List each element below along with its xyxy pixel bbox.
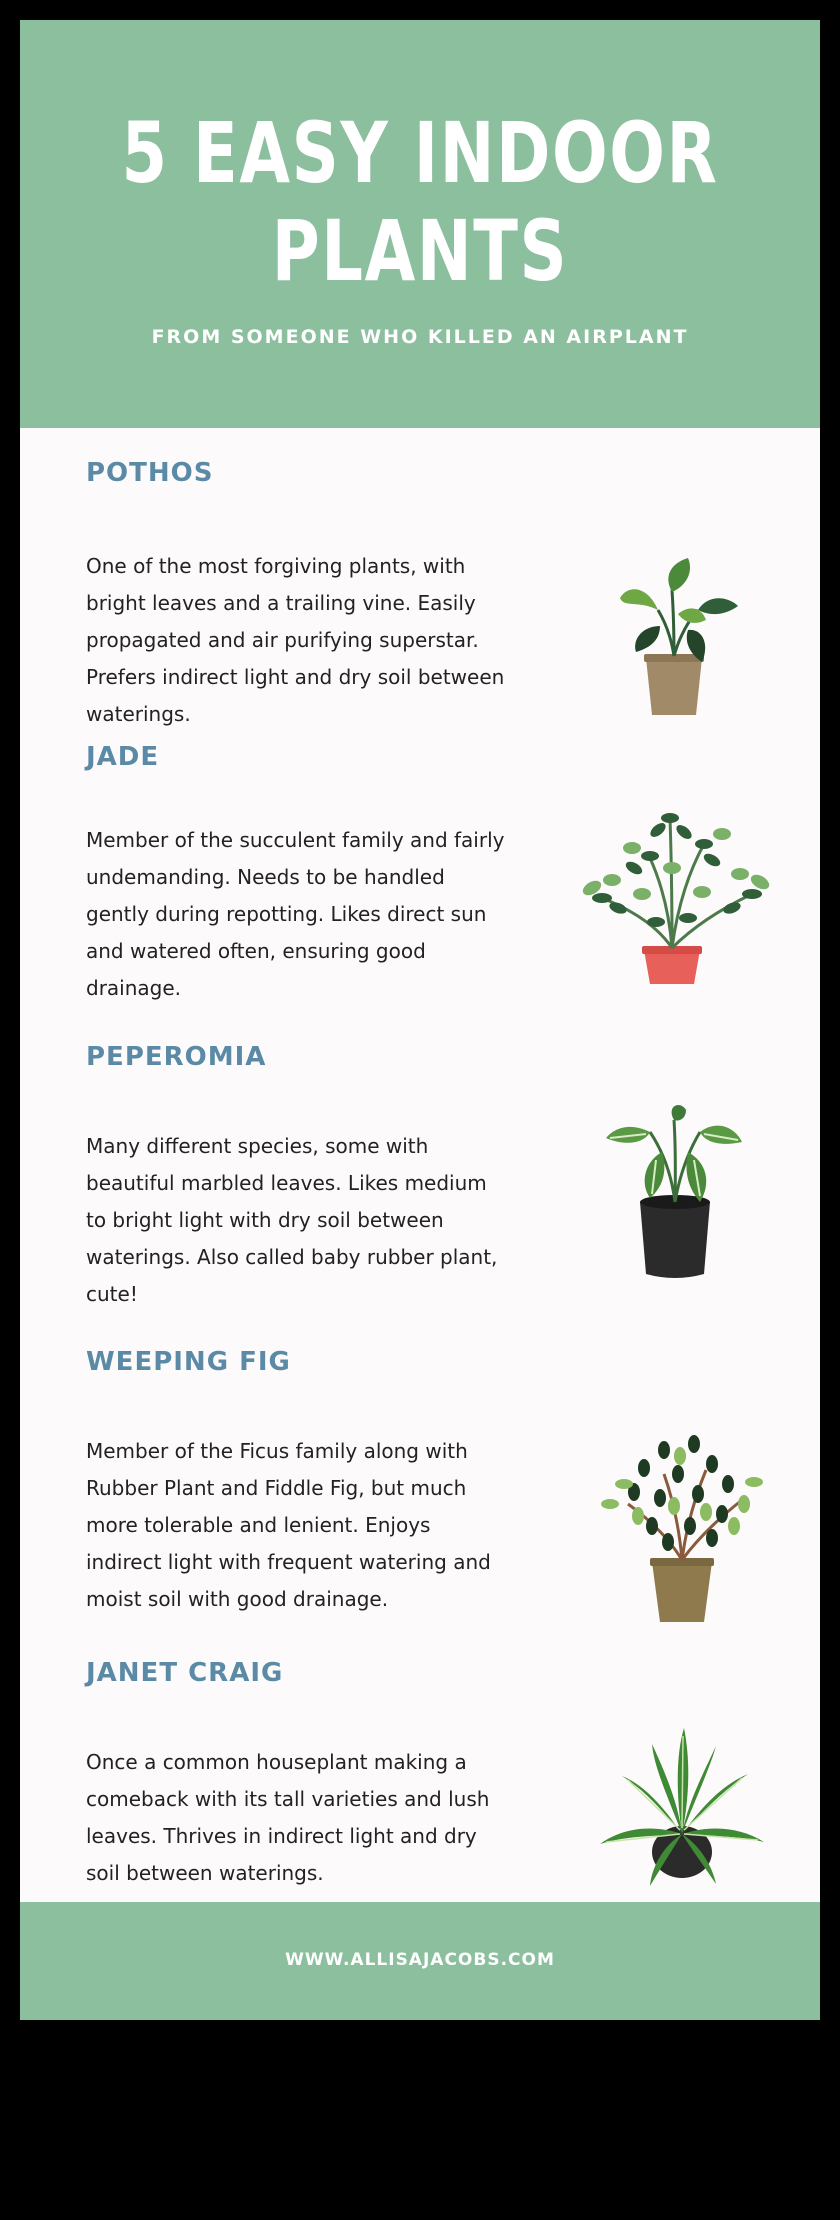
footer-banner bbox=[20, 1902, 820, 2020]
plant-section-weeping-fig bbox=[86, 1347, 506, 1611]
plant-name-weeping-fig: WEEPING FIG bbox=[86, 1347, 291, 1377]
plant-section-janet-craig bbox=[86, 1658, 506, 1885]
janet-craig-plant-icon bbox=[592, 1724, 772, 1890]
jade-plant-icon bbox=[572, 798, 772, 986]
plant-section-pothos bbox=[86, 458, 506, 726]
peperomia-plant-icon bbox=[600, 1102, 750, 1282]
plant-section-jade bbox=[86, 742, 506, 1000]
plant-name-pothos: POTHOS bbox=[86, 458, 214, 488]
plant-description-pothos: One of the most forgiving plants, with bright leaves and a trailing vine. Easily propagated and air purifying superstar. Prefers indirect light and dry soil between waterings. bbox=[86, 554, 505, 726]
plant-section-peperomia bbox=[86, 1042, 506, 1306]
plant-name-janet-craig: JANET CRAIG bbox=[86, 1658, 284, 1688]
title-line-1: 5 EASY INDOOR bbox=[121, 104, 719, 202]
pothos-plant-icon bbox=[598, 550, 748, 730]
weeping-fig-plant-icon bbox=[594, 1434, 770, 1626]
plant-description-janet-craig: Once a common houseplant making a comeback with its tall varieties and lush leaves. Thrives in indirect light and dry soil between waterings. bbox=[86, 1750, 490, 1885]
title-line-2: PLANTS bbox=[271, 202, 569, 300]
plant-name-jade: JADE bbox=[86, 742, 160, 772]
plant-name-peperomia: PEPEROMIA bbox=[86, 1042, 267, 1072]
infographic-card bbox=[20, 20, 820, 2020]
plant-description-jade: Member of the succulent family and fairly undemanding. Needs to be handled gently during repotting. Likes direct sun and watered often, ensuring good drainage. bbox=[86, 828, 505, 1000]
page-title bbox=[108, 104, 732, 300]
website-link[interactable]: WWW.ALLISAJACOBS.COM bbox=[285, 1950, 555, 1970]
page-subtitle: FROM SOMEONE WHO KILLED AN AIRPLANT bbox=[151, 326, 689, 348]
header-banner bbox=[20, 20, 820, 428]
plant-description-peperomia: Many different species, some with beautiful marbled leaves. Likes medium to bright light with dry soil between waterings. Also called baby rubber plant, cute! bbox=[86, 1134, 498, 1306]
plant-description-weeping-fig: Member of the Ficus family along with Rubber Plant and Fiddle Fig, but much more tolerable and lenient. Enjoys indirect light with frequent watering and moist soil with good drainage. bbox=[86, 1439, 491, 1611]
